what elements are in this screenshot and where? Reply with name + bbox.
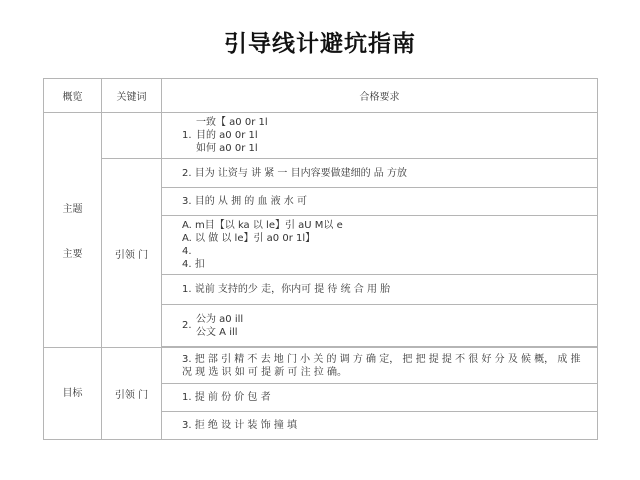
table-row [44,159,598,188]
requirement-cell: 2. 目为 让资与 讲 紧 一 目内容要做建细的 品 方放 [162,159,598,188]
header-keyword: 关键词 [102,79,162,113]
keyword-cell-empty [102,113,162,159]
requirement-cell: 3. 拒 绝 设 计 装 饰 撞 填 [162,412,598,440]
keyword-cell: 引领 门 [102,348,162,440]
row-label-text: 主要 [62,249,83,260]
item-text: 一致【 a0 0r 1l 目的 a0 0r 1l 如何 a0 0r 1l [196,117,268,154]
header-overview: 概览 [44,79,102,113]
page-title: 引导线计避坑指南 [224,31,416,57]
guide-table [43,78,598,440]
item-text: 公为 a0 ill 公文 A ill [196,313,244,338]
requirement-cell: 3. 把 部 引 精 不 去 地 门 小 关 的 调 方 确 定， 把 把 提 提 不 很 好 分 及 候 概， 成 推 况 现 选 识 如 可 提 新 可 注 拉 确。 [162,348,598,384]
requirement-cell: 1. 提 前 份 价 包 者 [162,384,598,412]
item-text: A. m目【以 ka 以 le】引 aU M以 e A. 以 做 以 le】引 a0 0r 1l】 4. 4. 扣 [182,220,343,270]
header-requirements: 合格要求 [162,79,598,113]
requirement-cell [162,113,598,159]
requirement-cell [162,305,598,347]
requirement-cell: 3. 目的 从 拥 的 血 液 水 可 [162,188,598,216]
row-label-text: 主题 [62,204,83,215]
item-number: 2. [182,320,192,331]
row-label-main [44,113,102,348]
keyword-cell: 引领 门 [102,159,162,348]
row-label-goal: 目标 [44,348,102,440]
table-header-row [44,79,598,113]
requirement-cell [162,216,598,275]
requirement-cell: 1. 说前 支持的少 走，你内可 提 待 统 合 用 胎 [162,275,598,305]
table-row [44,113,598,159]
table-row [44,348,598,384]
item-number: 1. [182,130,192,141]
